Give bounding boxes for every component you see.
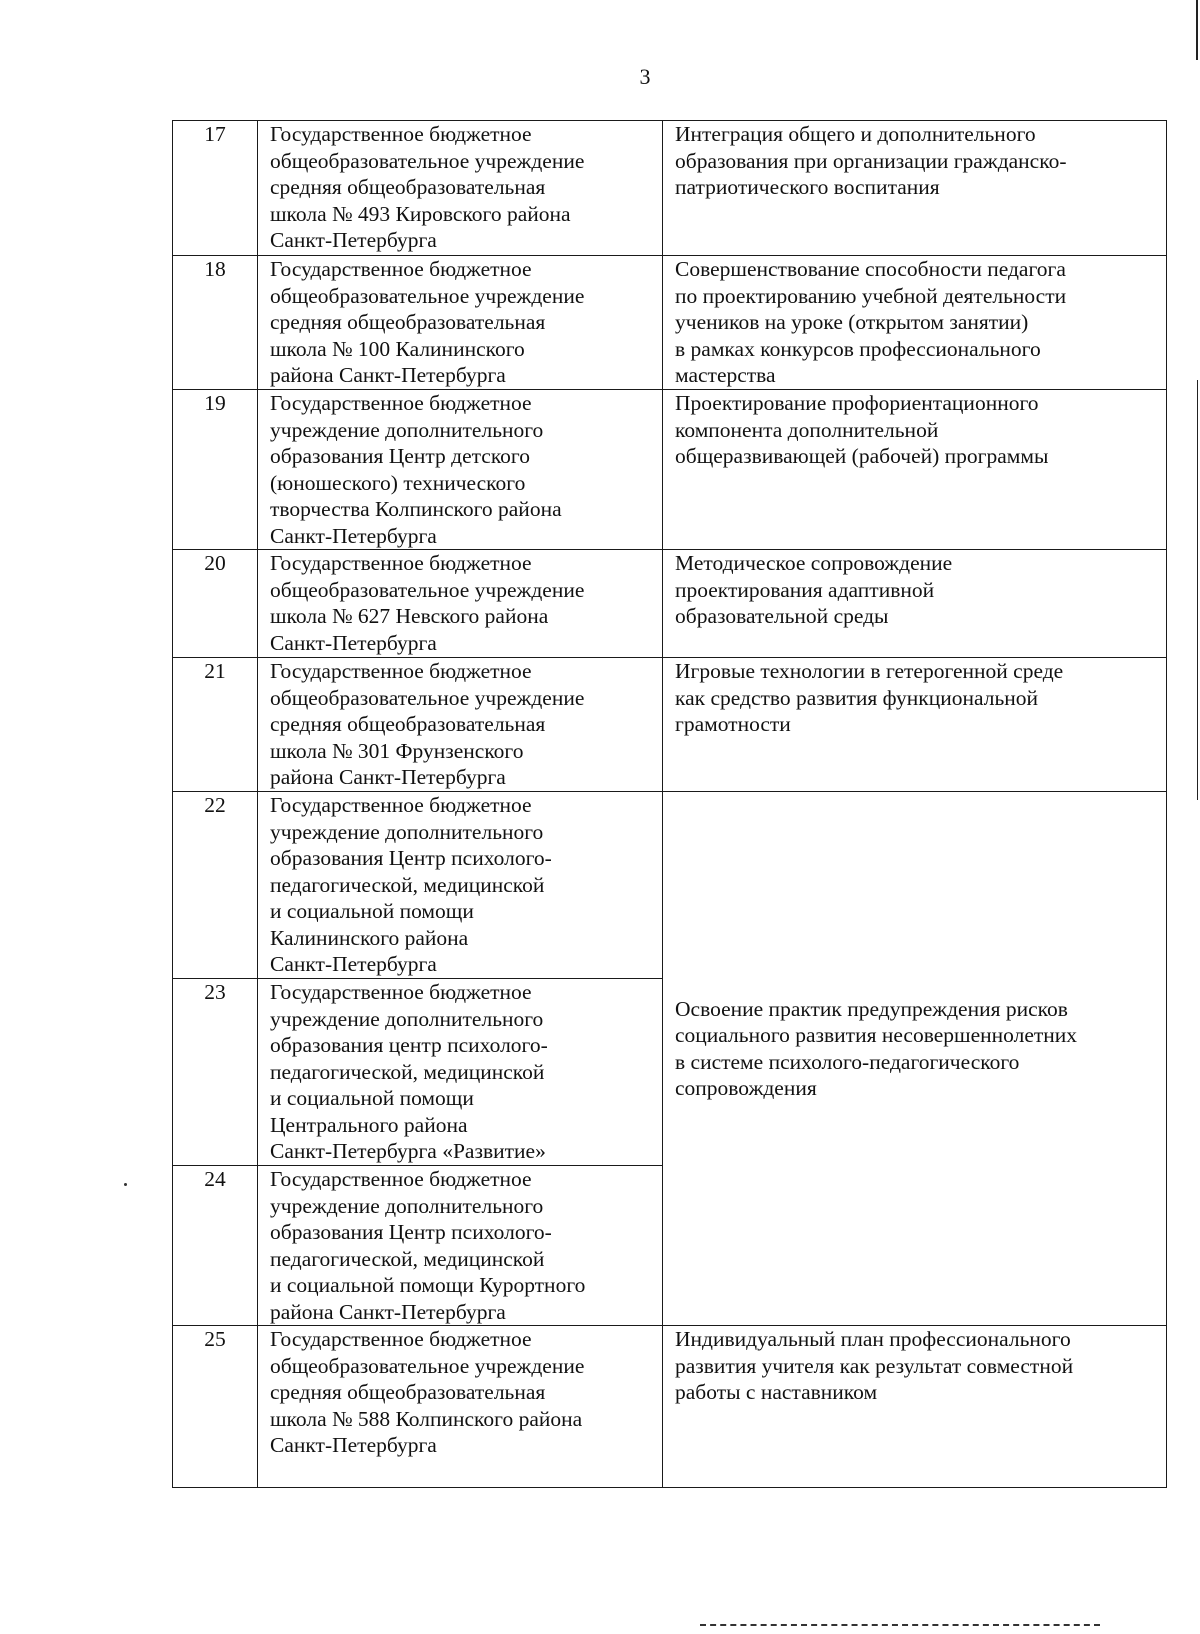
project-topic: Совершенствование способности педагога по проектированию учебной деятельности учеников на уроке (открытом занятии) в рамках конкурсов профессионального мастерства (663, 256, 1167, 390)
row-number: 25 (173, 1326, 258, 1488)
project-topic: Интеграция общего и дополнительного образования при организации гражданско- патриотического воспитания (663, 121, 1167, 256)
row-number: 18 (173, 256, 258, 390)
scan-speck (124, 1183, 127, 1186)
page-number: 3 (639, 64, 651, 89)
institution-name: Государственное бюджетное учреждение дополнительного образования Центр психолого- педагогической, медицинской и социальной помощи Калининского района Санкт-Петербурга (258, 792, 663, 979)
project-topic: Методическое сопровождение проектирования адаптивной образовательной среды (663, 550, 1167, 658)
institution-name: Государственное бюджетное учреждение дополнительного образования Центр психолого- педагогической, медицинской и социальной помощи Курортного района Санкт-Петербурга (258, 1166, 663, 1326)
table-row (173, 121, 1167, 256)
scan-edge-mark (1197, 380, 1198, 800)
table-row (173, 658, 1167, 792)
table-row (173, 256, 1167, 390)
row-number: 24 (173, 1166, 258, 1326)
table-row (173, 390, 1167, 550)
row-number: 20 (173, 550, 258, 658)
institution-name: Государственное бюджетное учреждение дополнительного образования Центр детского (юношеского) технического творчества Колпинского района Санкт-Петербурга (258, 390, 663, 550)
table-row (173, 792, 1167, 979)
row-number: 19 (173, 390, 258, 550)
institution-name: Государственное бюджетное учреждение дополнительного образования центр психолого- педагогической, медицинской и социальной помощи Центрального района Санкт-Петербурга «Развитие» (258, 979, 663, 1166)
row-number: 21 (173, 658, 258, 792)
institution-name: Государственное бюджетное общеобразовательное учреждение средняя общеобразовательная школа № 588 Колпинского района Санкт-Петербурга (258, 1326, 663, 1488)
table-row (173, 1326, 1167, 1488)
institution-name: Государственное бюджетное общеобразовательное учреждение средняя общеобразовательная школа № 493 Кировского района Санкт-Петербурга (258, 121, 663, 256)
scan-edge-mark (1196, 0, 1198, 60)
project-topic-merged: Освоение практик предупреждения рисков социального развития несовершеннолетних в системе психолого-педагогического сопровождения (663, 792, 1167, 1326)
project-topic: Индивидуальный план профессионального развития учителя как результат совместной работы с наставником (663, 1326, 1167, 1488)
project-topic: Проектирование профориентационного компонента дополнительной общеразвивающей (рабочей) программы (663, 390, 1167, 550)
project-topic: Игровые технологии в гетерогенной среде как средство развития функциональной грамотности (663, 658, 1167, 792)
institution-name: Государственное бюджетное общеобразовательное учреждение средняя общеобразовательная школа № 301 Фрунзенского района Санкт-Петербурга (258, 658, 663, 792)
institutions-table (172, 120, 1167, 1488)
scan-bottom-mark (700, 1624, 1100, 1629)
row-number: 23 (173, 979, 258, 1166)
row-number: 17 (173, 121, 258, 256)
row-number: 22 (173, 792, 258, 979)
institution-name: Государственное бюджетное общеобразовательное учреждение средняя общеобразовательная школа № 100 Калининского района Санкт-Петербурга (258, 256, 663, 390)
table-row (173, 550, 1167, 658)
institution-name: Государственное бюджетное общеобразовательное учреждение школа № 627 Невского района Санкт-Петербурга (258, 550, 663, 658)
